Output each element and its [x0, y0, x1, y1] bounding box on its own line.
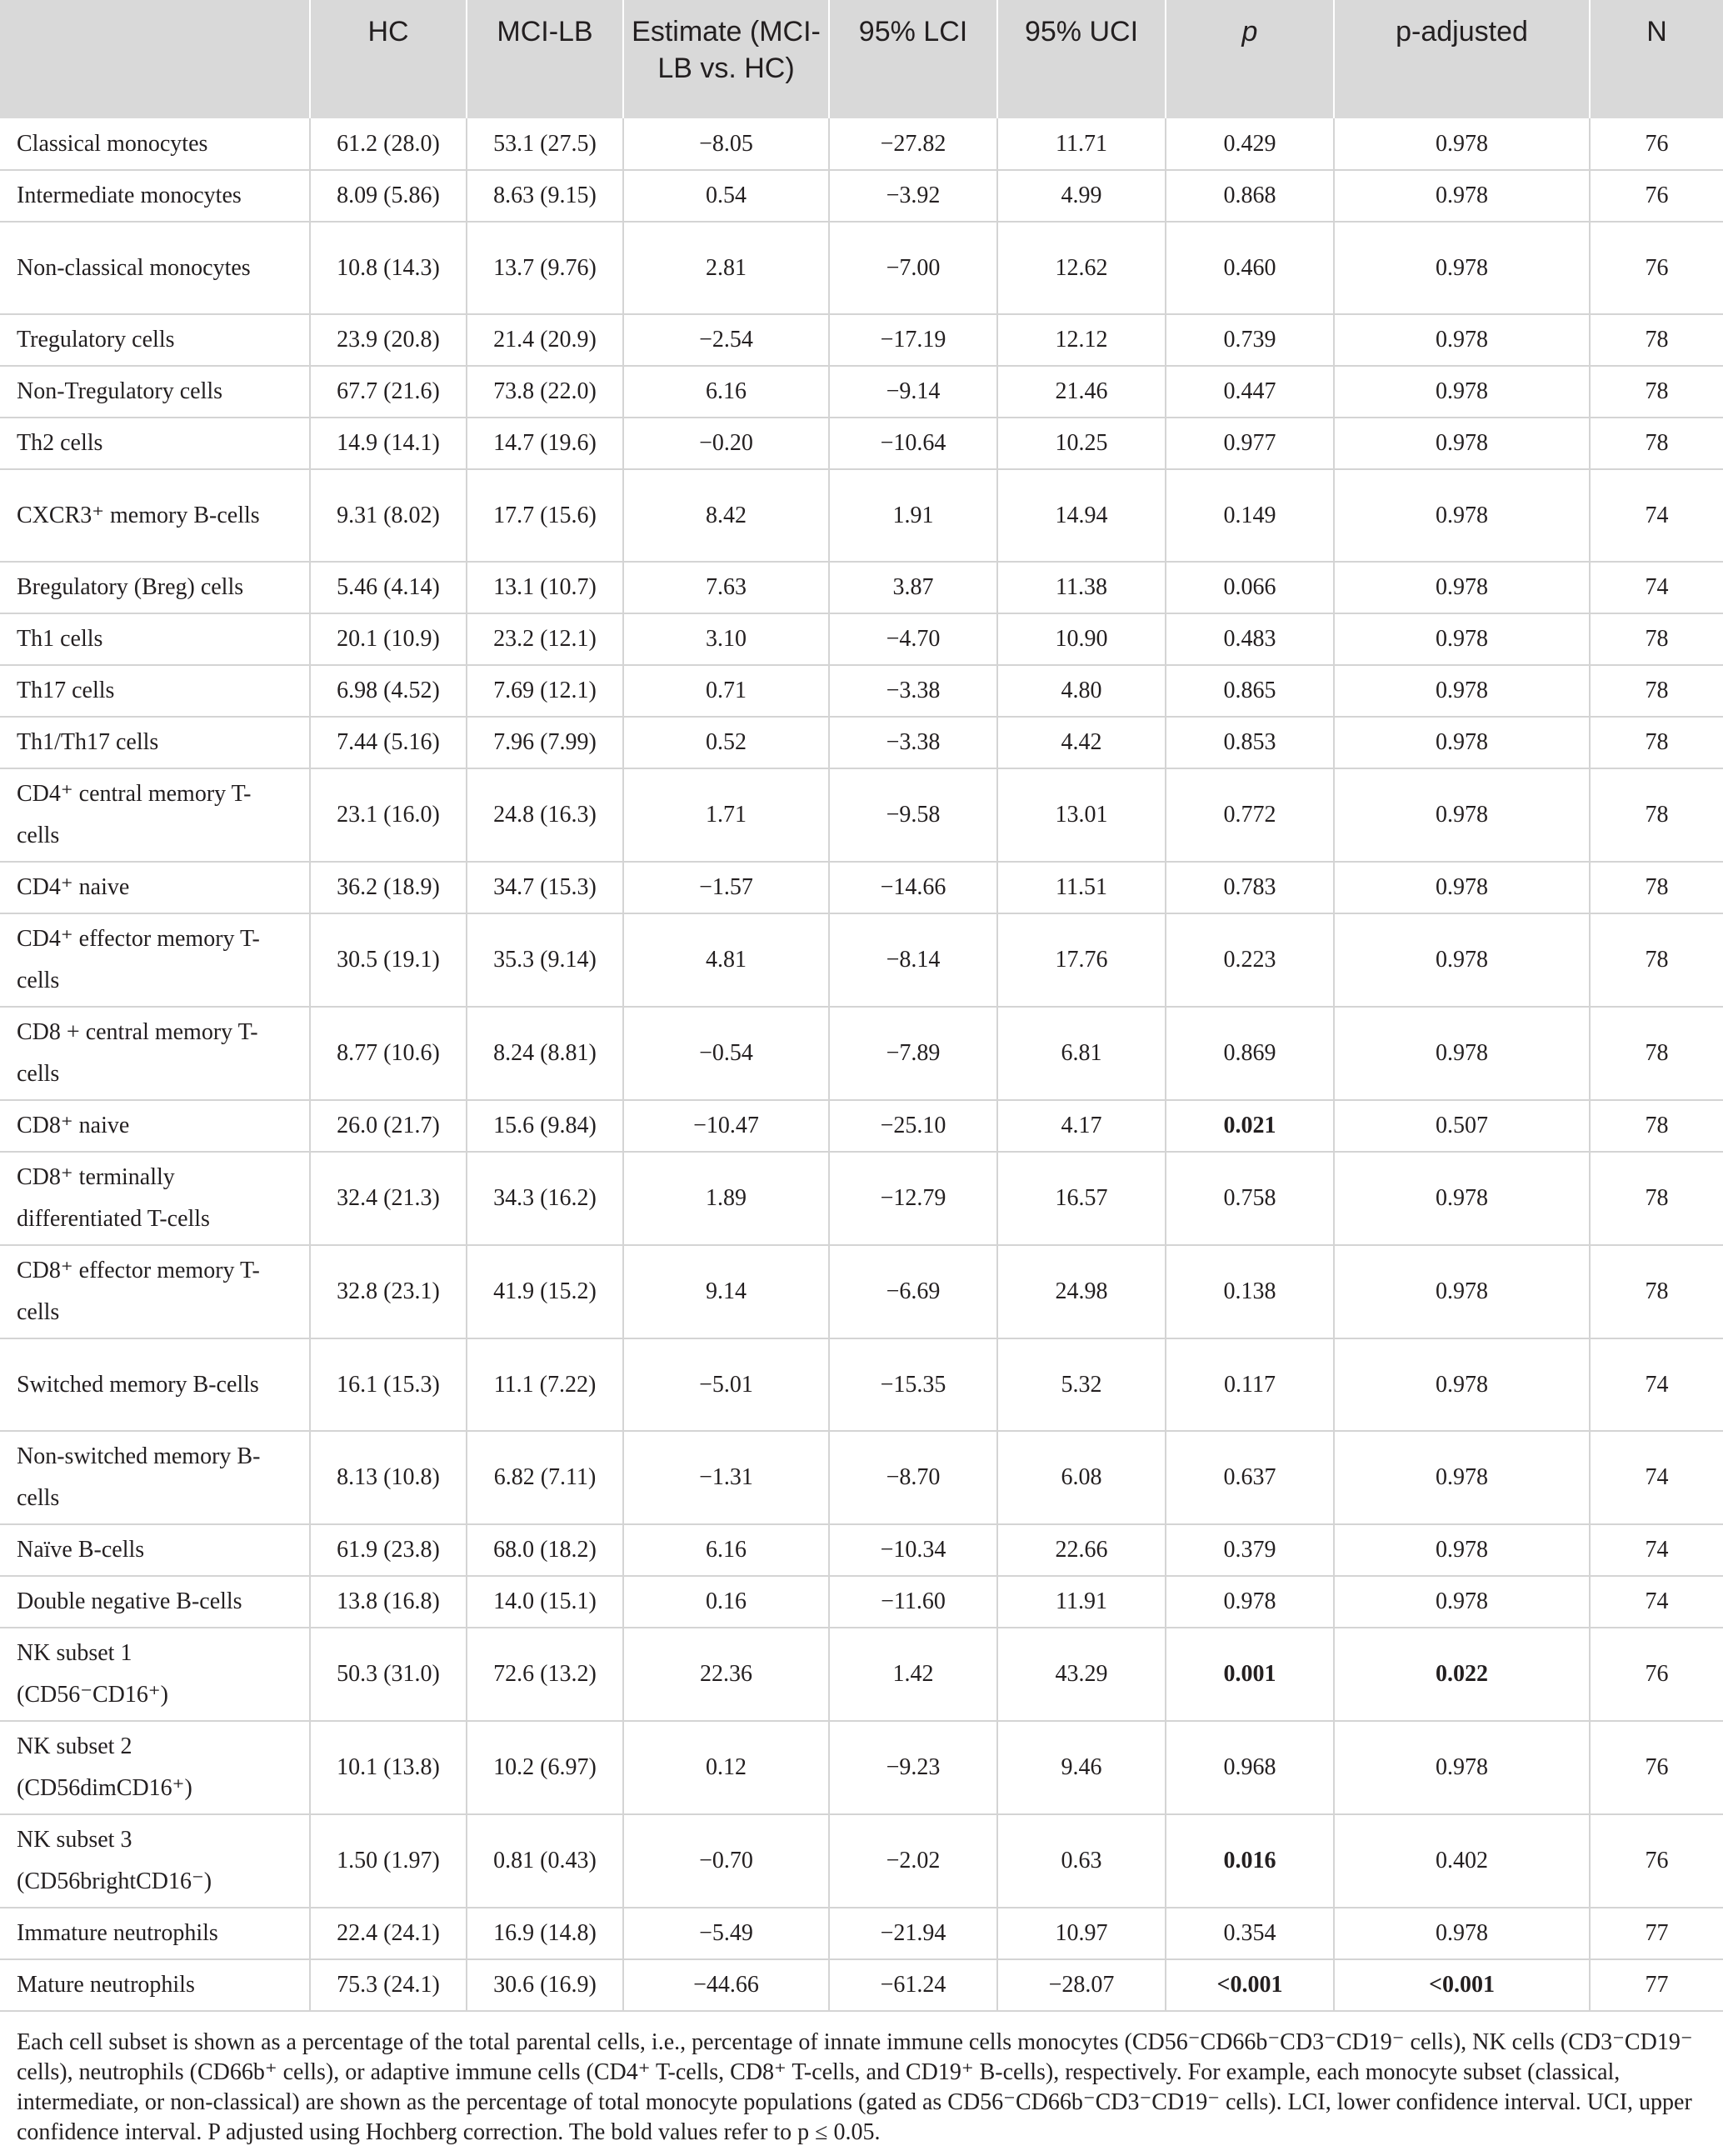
- estimate-value: −10.47: [623, 1100, 829, 1152]
- n-value: 78: [1590, 1007, 1723, 1100]
- hc-value: 14.9 (14.1): [310, 418, 467, 469]
- lci-value: −10.64: [829, 418, 997, 469]
- table-row: [0, 366, 1723, 418]
- hc-value: 20.1 (10.9): [310, 613, 467, 665]
- cell-subset: Double negative B-cells: [0, 1576, 310, 1628]
- table-row: [0, 170, 1723, 222]
- estimate-value: 1.71: [623, 768, 829, 862]
- n-value: 78: [1590, 1245, 1723, 1338]
- mci-lb-value: 34.7 (15.3): [467, 862, 623, 913]
- lci-value: −9.58: [829, 768, 997, 862]
- estimate-value: −0.70: [623, 1814, 829, 1908]
- hc-value: 30.5 (19.1): [310, 913, 467, 1007]
- p-value: 0.783: [1166, 862, 1334, 913]
- hc-value: 23.1 (16.0): [310, 768, 467, 862]
- mci-lb-value: 7.96 (7.99): [467, 717, 623, 768]
- n-value: 78: [1590, 1100, 1723, 1152]
- mci-lb-value: 15.6 (9.84): [467, 1100, 623, 1152]
- p-adjusted-value: 0.978: [1334, 665, 1590, 717]
- uci-value: 10.97: [997, 1908, 1166, 1959]
- hc-value: 23.9 (20.8): [310, 314, 467, 366]
- cell-subset: Switched memory B-cells: [0, 1338, 310, 1431]
- p-value: 0.001: [1166, 1628, 1334, 1721]
- n-value: 78: [1590, 768, 1723, 862]
- cell-subset: Th2 cells: [0, 418, 310, 469]
- hc-value: 61.2 (28.0): [310, 118, 467, 170]
- lci-value: −10.34: [829, 1524, 997, 1576]
- mci-lb-value: 53.1 (27.5): [467, 118, 623, 170]
- n-value: 78: [1590, 913, 1723, 1007]
- lci-value: −6.69: [829, 1245, 997, 1338]
- hc-value: 8.09 (5.86): [310, 170, 467, 222]
- estimate-value: 6.16: [623, 1524, 829, 1576]
- table-row: [0, 1959, 1723, 2011]
- cell-subset: Non-switched memory B-cells: [0, 1431, 310, 1524]
- cell-subset: Classical monocytes: [0, 118, 310, 170]
- cell-subset: NK subset 1 (CD56⁻CD16⁺): [0, 1628, 310, 1721]
- p-adjusted-value: 0.022: [1334, 1628, 1590, 1721]
- cell-subset: Bregulatory (Breg) cells: [0, 562, 310, 613]
- lci-value: −8.70: [829, 1431, 997, 1524]
- mci-lb-value: 41.9 (15.2): [467, 1245, 623, 1338]
- p-adjusted-value: 0.507: [1334, 1100, 1590, 1152]
- estimate-value: 9.14: [623, 1245, 829, 1338]
- n-value: 77: [1590, 1908, 1723, 1959]
- table-row: [0, 1576, 1723, 1628]
- mci-lb-value: 23.2 (12.1): [467, 613, 623, 665]
- p-adjusted-value: 0.978: [1334, 1431, 1590, 1524]
- lci-value: −3.92: [829, 170, 997, 222]
- p-adjusted-value: 0.978: [1334, 1152, 1590, 1245]
- lci-value: −2.02: [829, 1814, 997, 1908]
- estimate-value: 7.63: [623, 562, 829, 613]
- hc-value: 8.13 (10.8): [310, 1431, 467, 1524]
- p-value: 0.853: [1166, 717, 1334, 768]
- hc-value: 9.31 (8.02): [310, 469, 467, 562]
- table-row: [0, 222, 1723, 314]
- uci-value: 10.25: [997, 418, 1166, 469]
- p-adjusted-value: 0.978: [1334, 314, 1590, 366]
- cell-subset: CD4⁺ effector memory T-cells: [0, 913, 310, 1007]
- p-adjusted-value: 0.978: [1334, 118, 1590, 170]
- n-value: 74: [1590, 1576, 1723, 1628]
- p-value: 0.865: [1166, 665, 1334, 717]
- hc-value: 13.8 (16.8): [310, 1576, 467, 1628]
- uci-value: 22.66: [997, 1524, 1166, 1576]
- lci-value: 3.87: [829, 562, 997, 613]
- mci-lb-value: 24.8 (16.3): [467, 768, 623, 862]
- table-row: [0, 862, 1723, 913]
- p-value: 0.868: [1166, 170, 1334, 222]
- p-adjusted-value: 0.978: [1334, 1338, 1590, 1431]
- p-value: 0.460: [1166, 222, 1334, 314]
- mci-lb-value: 30.6 (16.9): [467, 1959, 623, 2011]
- n-value: 74: [1590, 1431, 1723, 1524]
- estimate-value: −5.01: [623, 1338, 829, 1431]
- p-value: 0.223: [1166, 913, 1334, 1007]
- p-adjusted-value: 0.978: [1334, 862, 1590, 913]
- mci-lb-value: 11.1 (7.22): [467, 1338, 623, 1431]
- estimate-value: −0.54: [623, 1007, 829, 1100]
- uci-value: 12.62: [997, 222, 1166, 314]
- n-value: 78: [1590, 665, 1723, 717]
- p-value: 0.739: [1166, 314, 1334, 366]
- n-value: 78: [1590, 314, 1723, 366]
- table-row: [0, 1100, 1723, 1152]
- mci-lb-value: 13.7 (9.76): [467, 222, 623, 314]
- uci-value: 12.12: [997, 314, 1166, 366]
- p-adjusted-value: 0.978: [1334, 469, 1590, 562]
- table-row: [0, 1524, 1723, 1576]
- p-value: 0.772: [1166, 768, 1334, 862]
- lci-value: −8.14: [829, 913, 997, 1007]
- table-row: [0, 1431, 1723, 1524]
- estimate-value: −8.05: [623, 118, 829, 170]
- p-value: 0.016: [1166, 1814, 1334, 1908]
- p-adjusted-value: 0.978: [1334, 913, 1590, 1007]
- estimate-value: −1.31: [623, 1431, 829, 1524]
- estimate-value: 22.36: [623, 1628, 829, 1721]
- uci-value: 17.76: [997, 913, 1166, 1007]
- lci-value: −7.00: [829, 222, 997, 314]
- hc-value: 1.50 (1.97): [310, 1814, 467, 1908]
- hc-value: 22.4 (24.1): [310, 1908, 467, 1959]
- p-adjusted-value: 0.978: [1334, 1524, 1590, 1576]
- uci-value: 9.46: [997, 1721, 1166, 1814]
- p-adjusted-value: 0.978: [1334, 562, 1590, 613]
- header-uci: 95% UCI: [997, 0, 1166, 118]
- uci-value: 6.81: [997, 1007, 1166, 1100]
- p-value: 0.968: [1166, 1721, 1334, 1814]
- p-value: 0.429: [1166, 118, 1334, 170]
- p-value: 0.758: [1166, 1152, 1334, 1245]
- table-row: [0, 768, 1723, 862]
- cell-subset: CD8 + central memory T-cells: [0, 1007, 310, 1100]
- mci-lb-value: 7.69 (12.1): [467, 665, 623, 717]
- table-row: [0, 314, 1723, 366]
- lci-value: −12.79: [829, 1152, 997, 1245]
- cell-subset: Immature neutrophils: [0, 1908, 310, 1959]
- p-adjusted-value: 0.402: [1334, 1814, 1590, 1908]
- table-row: [0, 665, 1723, 717]
- hc-value: 75.3 (24.1): [310, 1959, 467, 2011]
- uci-value: 11.71: [997, 118, 1166, 170]
- mci-lb-value: 10.2 (6.97): [467, 1721, 623, 1814]
- uci-value: 21.46: [997, 366, 1166, 418]
- n-value: 78: [1590, 717, 1723, 768]
- hc-value: 16.1 (15.3): [310, 1338, 467, 1431]
- estimate-value: −5.49: [623, 1908, 829, 1959]
- lci-value: 1.42: [829, 1628, 997, 1721]
- p-value: 0.138: [1166, 1245, 1334, 1338]
- table-row: [0, 717, 1723, 768]
- p-value: 0.447: [1166, 366, 1334, 418]
- p-adjusted-value: 0.978: [1334, 1007, 1590, 1100]
- estimate-value: 0.71: [623, 665, 829, 717]
- n-value: 76: [1590, 170, 1723, 222]
- lci-value: −25.10: [829, 1100, 997, 1152]
- uci-value: 11.51: [997, 862, 1166, 913]
- table-row: [0, 1814, 1723, 1908]
- lci-value: 1.91: [829, 469, 997, 562]
- header-row: [0, 0, 1723, 118]
- estimate-value: 0.52: [623, 717, 829, 768]
- cell-subset: NK subset 3 (CD56brightCD16⁻): [0, 1814, 310, 1908]
- p-value: 0.978: [1166, 1576, 1334, 1628]
- table-row: [0, 562, 1723, 613]
- table-row: [0, 1245, 1723, 1338]
- mci-lb-value: 14.0 (15.1): [467, 1576, 623, 1628]
- estimate-value: −0.20: [623, 418, 829, 469]
- n-value: 76: [1590, 118, 1723, 170]
- header-p-adjusted: p-adjusted: [1334, 0, 1590, 118]
- uci-value: 14.94: [997, 469, 1166, 562]
- lci-value: −9.14: [829, 366, 997, 418]
- mci-lb-value: 8.63 (9.15): [467, 170, 623, 222]
- cell-subset: Naïve B-cells: [0, 1524, 310, 1576]
- header-hc: HC: [310, 0, 467, 118]
- uci-value: −28.07: [997, 1959, 1166, 2011]
- table-row: [0, 1628, 1723, 1721]
- estimate-value: 2.81: [623, 222, 829, 314]
- n-value: 78: [1590, 613, 1723, 665]
- p-value: 0.117: [1166, 1338, 1334, 1431]
- estimate-value: −44.66: [623, 1959, 829, 2011]
- n-value: 78: [1590, 418, 1723, 469]
- p-adjusted-value: 0.978: [1334, 1721, 1590, 1814]
- hc-value: 50.3 (31.0): [310, 1628, 467, 1721]
- lci-value: −9.23: [829, 1721, 997, 1814]
- n-value: 78: [1590, 366, 1723, 418]
- n-value: 77: [1590, 1959, 1723, 2011]
- estimate-value: 4.81: [623, 913, 829, 1007]
- table-row: [0, 1908, 1723, 1959]
- hc-value: 61.9 (23.8): [310, 1524, 467, 1576]
- table-row: [0, 118, 1723, 170]
- p-adjusted-value: 0.978: [1334, 366, 1590, 418]
- estimate-value: 0.16: [623, 1576, 829, 1628]
- table-row: [0, 613, 1723, 665]
- hc-value: 7.44 (5.16): [310, 717, 467, 768]
- uci-value: 24.98: [997, 1245, 1166, 1338]
- uci-value: 5.32: [997, 1338, 1166, 1431]
- hc-value: 10.8 (14.3): [310, 222, 467, 314]
- cell-subset: Mature neutrophils: [0, 1959, 310, 2011]
- lci-value: −4.70: [829, 613, 997, 665]
- table-row: [0, 418, 1723, 469]
- hc-value: 26.0 (21.7): [310, 1100, 467, 1152]
- p-adjusted-value: 0.978: [1334, 1908, 1590, 1959]
- cell-subset: CD4⁺ naive: [0, 862, 310, 913]
- mci-lb-value: 16.9 (14.8): [467, 1908, 623, 1959]
- p-value: 0.149: [1166, 469, 1334, 562]
- cell-subset: Th17 cells: [0, 665, 310, 717]
- cell-subset: CD4⁺ central memory T-cells: [0, 768, 310, 862]
- p-adjusted-value: 0.978: [1334, 1576, 1590, 1628]
- p-value: 0.021: [1166, 1100, 1334, 1152]
- p-adjusted-value: <0.001: [1334, 1959, 1590, 2011]
- uci-value: 4.17: [997, 1100, 1166, 1152]
- mci-lb-value: 73.8 (22.0): [467, 366, 623, 418]
- header-p: p: [1166, 0, 1334, 118]
- table-footnote: Each cell subset is shown as a percentage of the total parental cells, i.e., percentage of innate immune cells monocytes (CD56⁻CD66b⁻CD3⁻CD19⁻ cells), NK cells (CD3⁻CD19⁻ cells), neutrophils (CD66b⁺ cells), or adaptive immune cells (CD4⁺ T-cells, CD8⁺ T-cells, and CD19⁺ B-cells), respectively. For example, each monocyte subset (classical, intermediate, or non-classical) are shown as the percentage of total monocyte populations (gated as CD56⁻CD66b⁻CD3⁻CD19⁻ cells). LCI, lower confidence interval. UCI, upper confidence interval. P adjusted using Hochberg correction. The bold values refer to p ≤ 0.05.: [17, 2029, 1693, 2145]
- uci-value: 4.42: [997, 717, 1166, 768]
- cell-subset: CD8⁺ terminally differentiated T-cells: [0, 1152, 310, 1245]
- p-adjusted-value: 0.978: [1334, 1245, 1590, 1338]
- mci-lb-value: 14.7 (19.6): [467, 418, 623, 469]
- n-value: 74: [1590, 1338, 1723, 1431]
- hc-value: 67.7 (21.6): [310, 366, 467, 418]
- lci-value: −11.60: [829, 1576, 997, 1628]
- hc-value: 5.46 (4.14): [310, 562, 467, 613]
- uci-value: 6.08: [997, 1431, 1166, 1524]
- table-row: [0, 1007, 1723, 1100]
- uci-value: 43.29: [997, 1628, 1166, 1721]
- p-value: 0.869: [1166, 1007, 1334, 1100]
- n-value: 76: [1590, 222, 1723, 314]
- estimate-value: 3.10: [623, 613, 829, 665]
- uci-value: 4.80: [997, 665, 1166, 717]
- p-value: 0.379: [1166, 1524, 1334, 1576]
- cell-subset: NK subset 2 (CD56dimCD16⁺): [0, 1721, 310, 1814]
- n-value: 76: [1590, 1721, 1723, 1814]
- estimate-value: 8.42: [623, 469, 829, 562]
- p-adjusted-value: 0.978: [1334, 613, 1590, 665]
- lci-value: −61.24: [829, 1959, 997, 2011]
- estimate-value: 1.89: [623, 1152, 829, 1245]
- n-value: 74: [1590, 1524, 1723, 1576]
- mci-lb-value: 0.81 (0.43): [467, 1814, 623, 1908]
- hc-value: 32.8 (23.1): [310, 1245, 467, 1338]
- mci-lb-value: 8.24 (8.81): [467, 1007, 623, 1100]
- uci-value: 16.57: [997, 1152, 1166, 1245]
- mci-lb-value: 21.4 (20.9): [467, 314, 623, 366]
- table-row: [0, 1721, 1723, 1814]
- cell-subset: Th1/Th17 cells: [0, 717, 310, 768]
- n-value: 74: [1590, 562, 1723, 613]
- cell-subset: Non-Tregulatory cells: [0, 366, 310, 418]
- table-row: [0, 1338, 1723, 1431]
- p-value: 0.977: [1166, 418, 1334, 469]
- uci-value: 13.01: [997, 768, 1166, 862]
- p-adjusted-value: 0.978: [1334, 418, 1590, 469]
- lci-value: −27.82: [829, 118, 997, 170]
- cell-subset: Th1 cells: [0, 613, 310, 665]
- lci-value: −17.19: [829, 314, 997, 366]
- header-estimate: Estimate (MCI-LB vs. HC): [623, 0, 829, 118]
- p-value: <0.001: [1166, 1959, 1334, 2011]
- p-value: 0.637: [1166, 1431, 1334, 1524]
- estimate-value: 0.54: [623, 170, 829, 222]
- table-row: [0, 469, 1723, 562]
- uci-value: 0.63: [997, 1814, 1166, 1908]
- estimate-value: −1.57: [623, 862, 829, 913]
- header-cell-subset: [0, 0, 310, 118]
- p-adjusted-value: 0.978: [1334, 222, 1590, 314]
- mci-lb-value: 17.7 (15.6): [467, 469, 623, 562]
- n-value: 78: [1590, 1152, 1723, 1245]
- hc-value: 36.2 (18.9): [310, 862, 467, 913]
- n-value: 76: [1590, 1814, 1723, 1908]
- hc-value: 6.98 (4.52): [310, 665, 467, 717]
- hc-value: 8.77 (10.6): [310, 1007, 467, 1100]
- uci-value: 4.99: [997, 170, 1166, 222]
- hc-value: 10.1 (13.8): [310, 1721, 467, 1814]
- cell-subset: Tregulatory cells: [0, 314, 310, 366]
- uci-value: 11.38: [997, 562, 1166, 613]
- lci-value: −3.38: [829, 717, 997, 768]
- p-adjusted-value: 0.978: [1334, 717, 1590, 768]
- mci-lb-value: 72.6 (13.2): [467, 1628, 623, 1721]
- cell-subset: CXCR3⁺ memory B-cells: [0, 469, 310, 562]
- n-value: 74: [1590, 469, 1723, 562]
- p-value: 0.483: [1166, 613, 1334, 665]
- p-adjusted-value: 0.978: [1334, 170, 1590, 222]
- table-row: [0, 1152, 1723, 1245]
- mci-lb-value: 34.3 (16.2): [467, 1152, 623, 1245]
- p-value: 0.066: [1166, 562, 1334, 613]
- header-n: N: [1590, 0, 1723, 118]
- cell-subset: Intermediate monocytes: [0, 170, 310, 222]
- mci-lb-value: 68.0 (18.2): [467, 1524, 623, 1576]
- mci-lb-value: 6.82 (7.11): [467, 1431, 623, 1524]
- lci-value: −14.66: [829, 862, 997, 913]
- p-adjusted-value: 0.978: [1334, 768, 1590, 862]
- estimate-value: 0.12: [623, 1721, 829, 1814]
- n-value: 76: [1590, 1628, 1723, 1721]
- mci-lb-value: 35.3 (9.14): [467, 913, 623, 1007]
- estimate-value: 6.16: [623, 366, 829, 418]
- lci-value: −3.38: [829, 665, 997, 717]
- lci-value: −15.35: [829, 1338, 997, 1431]
- hc-value: 32.4 (21.3): [310, 1152, 467, 1245]
- uci-value: 10.90: [997, 613, 1166, 665]
- cell-subset: Non-classical monocytes: [0, 222, 310, 314]
- cell-subset: CD8⁺ effector memory T-cells: [0, 1245, 310, 1338]
- lci-value: −7.89: [829, 1007, 997, 1100]
- mci-lb-value: 13.1 (10.7): [467, 562, 623, 613]
- uci-value: 11.91: [997, 1576, 1166, 1628]
- lci-value: −21.94: [829, 1908, 997, 1959]
- table-row: [0, 913, 1723, 1007]
- cell-subset: CD8⁺ naive: [0, 1100, 310, 1152]
- header-lci: 95% LCI: [829, 0, 997, 118]
- header-mci-lb: MCI-LB: [467, 0, 623, 118]
- estimate-value: −2.54: [623, 314, 829, 366]
- n-value: 78: [1590, 862, 1723, 913]
- p-value: 0.354: [1166, 1908, 1334, 1959]
